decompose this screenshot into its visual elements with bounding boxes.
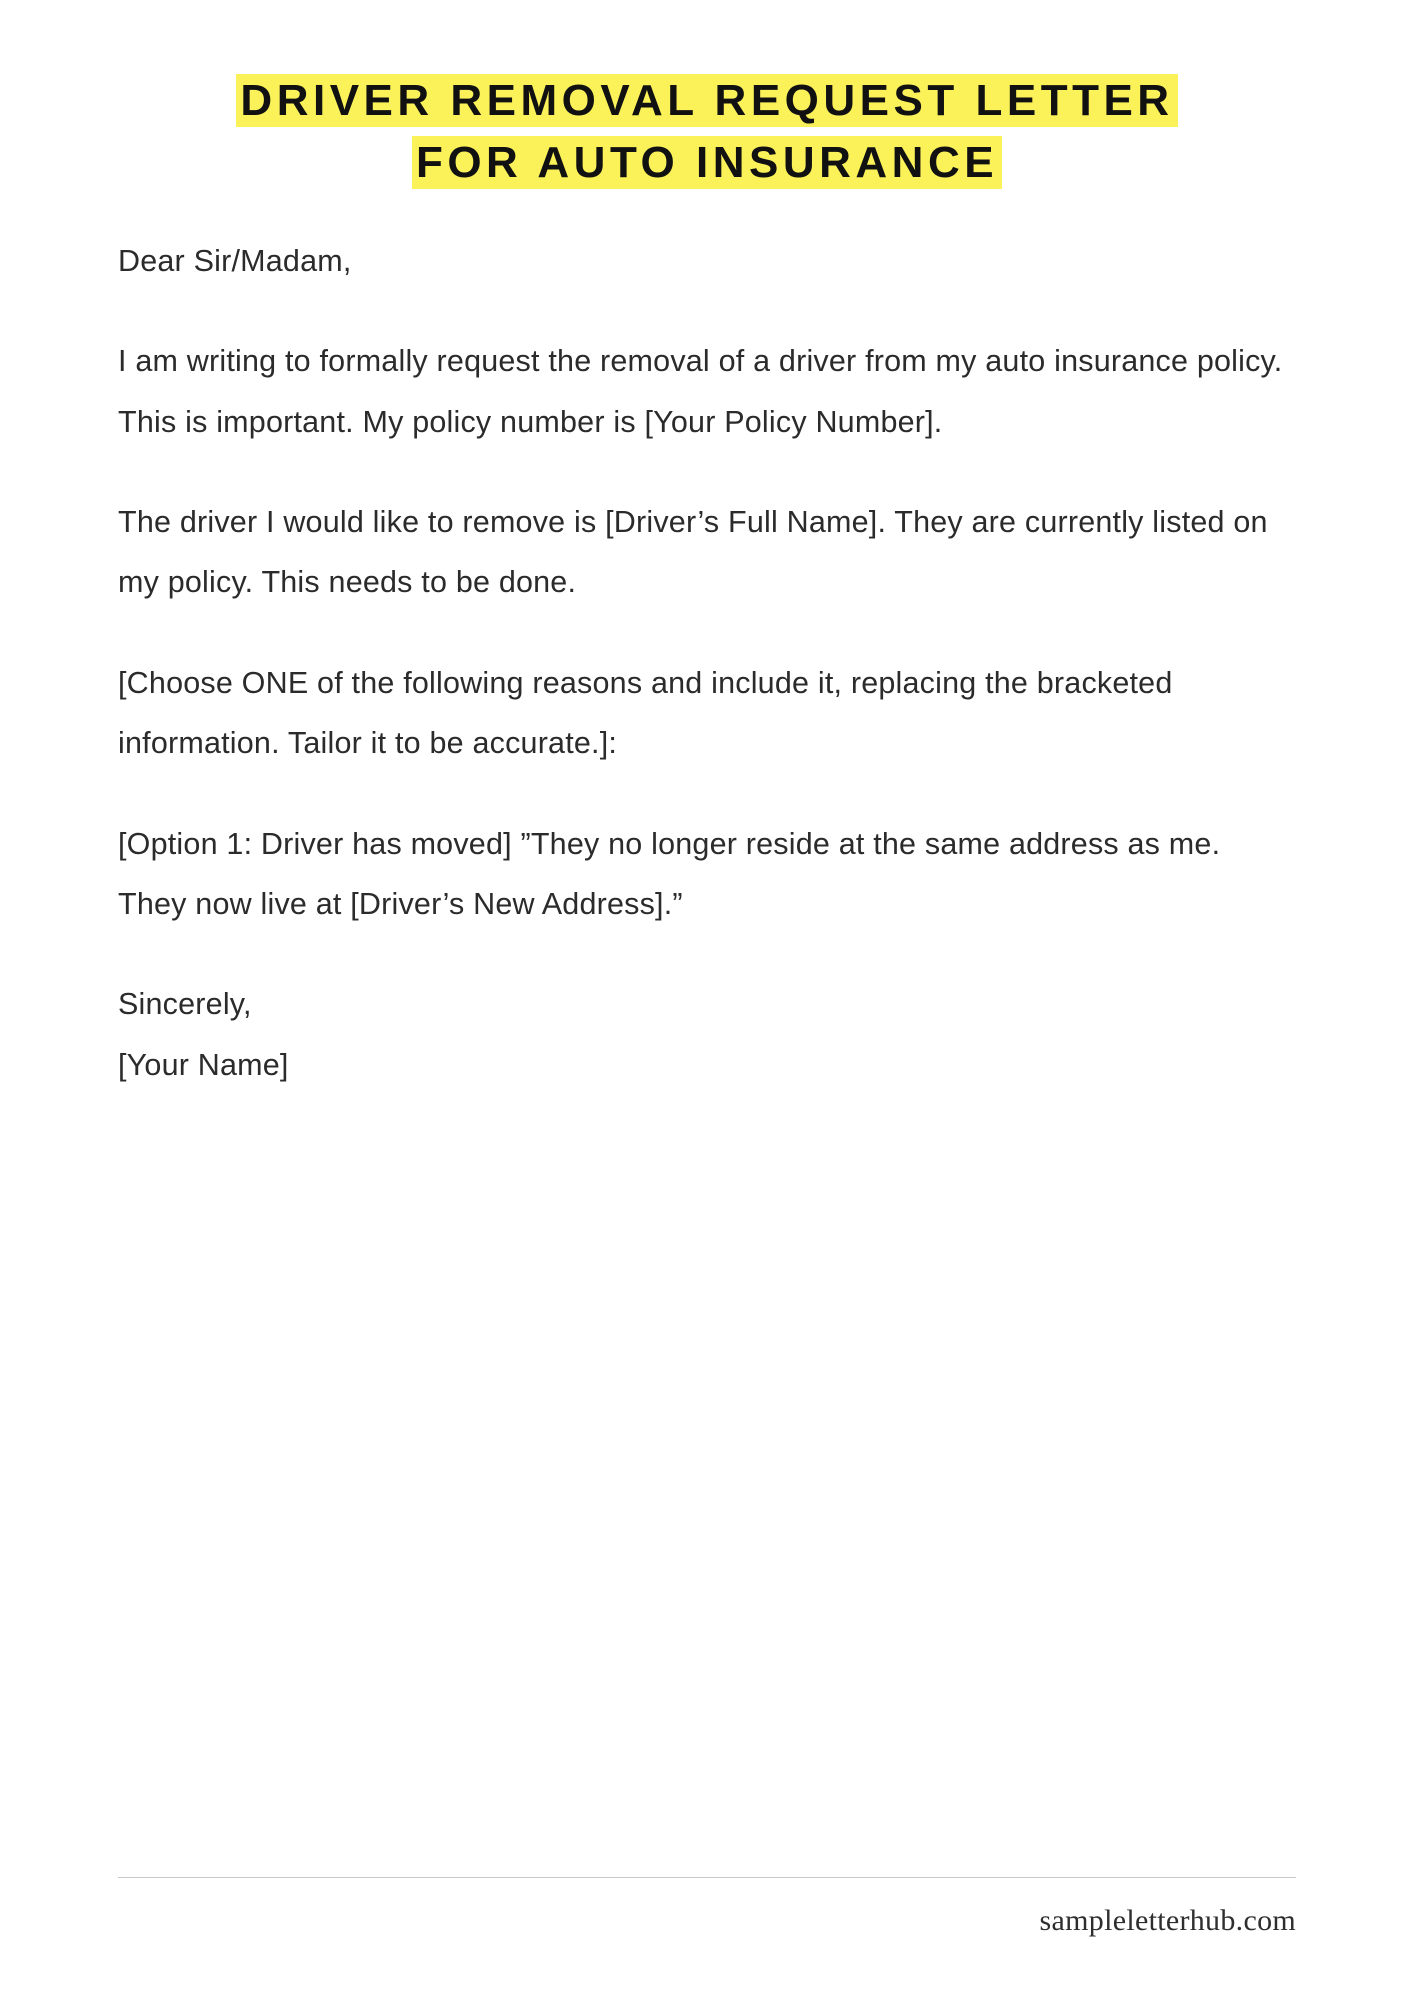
letter-body [118, 231, 1296, 1095]
footer [118, 1877, 1296, 1938]
closing: Sincerely, [118, 987, 252, 1022]
page-title-line-2: FOR AUTO INSURANCE [412, 136, 1002, 189]
salutation: Dear Sir/Madam, [118, 243, 352, 278]
paragraph-2: The driver I would like to remove is [Driver’s Full Name]. They are currently listed on my policy. This needs to be done. [118, 505, 1268, 600]
signature-name: [Your Name] [118, 1047, 289, 1082]
page-title [118, 70, 1296, 195]
footer-site-name: sampleletterhub.com [1039, 1904, 1296, 1937]
paragraph-1: I am writing to formally request the removal of a driver from my auto insurance policy. This is important. My policy number is [Your Policy Number]. [118, 344, 1283, 439]
page-title-line-1: DRIVER REMOVAL REQUEST LETTER [236, 74, 1177, 127]
paragraph-4: [Option 1: Driver has moved] ”They no longer reside at the same address as me. They now live at [Driver’s New Address].” [118, 826, 1221, 921]
footer-divider [118, 1877, 1296, 1878]
paragraph-3: [Choose ONE of the following reasons and include it, replacing the bracketed information. Tailor it to be accurate.]: [118, 665, 1173, 761]
